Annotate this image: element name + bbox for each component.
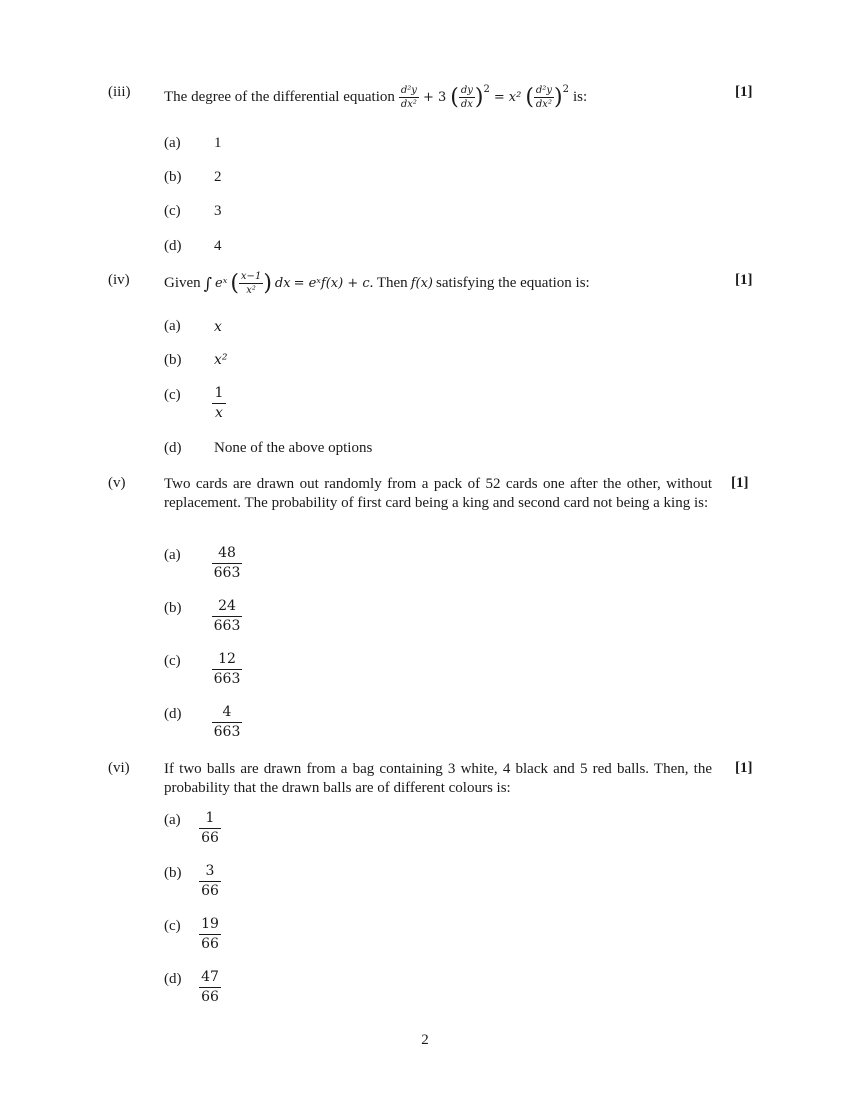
option-value: None of the above options — [214, 440, 373, 456]
option-fraction: $\frac{4}{663}$ — [213, 704, 241, 740]
option-value: 2 — [214, 169, 222, 185]
option-label: (b) — [164, 600, 182, 616]
option-label: (d) — [164, 706, 182, 722]
option-label: (a) — [164, 318, 181, 334]
option-label: (c) — [164, 203, 181, 219]
question-text: The degree of the differential equation $\frac{\text{d²y}}{\text{dx²}}$ + 3 ( $\frac{dy}{dx}$ ) 2 = x² ( $\frac{\text{d²y}}{\text{dx²}}$ ) 2 is: — [164, 84, 588, 110]
option-label: (a) — [164, 135, 181, 151]
option-label: (b) — [164, 865, 182, 881]
option-fraction: $\frac{19}{66}$ — [199, 915, 221, 954]
marks-badge: [1] — [735, 760, 753, 776]
question-text-before: The degree of the differential equation — [164, 89, 395, 105]
option-fraction: $\frac{1}{66}$ — [199, 809, 221, 848]
option-value: 4 — [214, 238, 222, 254]
option-value: 3 — [214, 203, 222, 219]
option-label: (b) — [164, 352, 182, 368]
option-label: (a) — [164, 547, 181, 563]
question-number: (iii) — [108, 84, 131, 100]
equation-term3: ( $\frac{\text{d²y}}{\text{dx²}}$ ) 2 — [525, 84, 569, 110]
option-value: x² — [214, 352, 228, 368]
marks-badge: [1] — [731, 475, 749, 491]
question-text: Given ∫ eˣ ( $\frac{x-1}{\text{x²}}$ ) dx = eˣf(x) + c . Then f(x) satisfying the equation is: — [164, 271, 590, 296]
option-fraction: $\frac{1}{x}$ — [212, 384, 226, 423]
equation-term1: $\frac{\text{d²y}}{\text{dx²}}$ — [400, 85, 417, 110]
option-value: 1 — [214, 135, 222, 151]
question-text: Two cards are drawn out randomly from a pack of 52 cards one after the other, without replacement. The probability of first card being a king and second card not being a king is: — [164, 476, 712, 511]
option-fraction: $\frac{24}{663}$ — [213, 598, 241, 634]
option-label: (d) — [164, 238, 182, 254]
option-label: (a) — [164, 812, 181, 828]
option-label: (d) — [164, 440, 182, 456]
option-fraction: $\frac{48}{663}$ — [213, 545, 241, 581]
question-number: (v) — [108, 475, 126, 491]
option-fraction: $\frac{47}{66}$ — [199, 968, 221, 1007]
option-fraction: $\frac{3}{66}$ — [199, 862, 221, 901]
option-label: (d) — [164, 971, 182, 987]
marks-badge: [1] — [735, 272, 753, 288]
question-text: If two balls are drawn from a bag containing 3 white, 4 black and 5 red balls. Then, the probability that the drawn balls are of different colours is: — [164, 761, 712, 796]
page-number: 2 — [421, 1032, 429, 1048]
equation-term2: ( $\frac{dy}{dx}$ ) 2 — [450, 84, 490, 110]
option-value: x — [214, 319, 222, 335]
option-label: (c) — [164, 387, 181, 403]
option-label: (b) — [164, 169, 182, 185]
marks-badge: [1] — [735, 84, 753, 100]
option-label: (c) — [164, 918, 181, 934]
option-label: (c) — [164, 653, 181, 669]
question-number: (iv) — [108, 272, 130, 288]
option-fraction: $\frac{12}{663}$ — [213, 651, 241, 687]
question-number: (vi) — [108, 760, 130, 776]
integral-sign: ∫ — [203, 274, 213, 293]
